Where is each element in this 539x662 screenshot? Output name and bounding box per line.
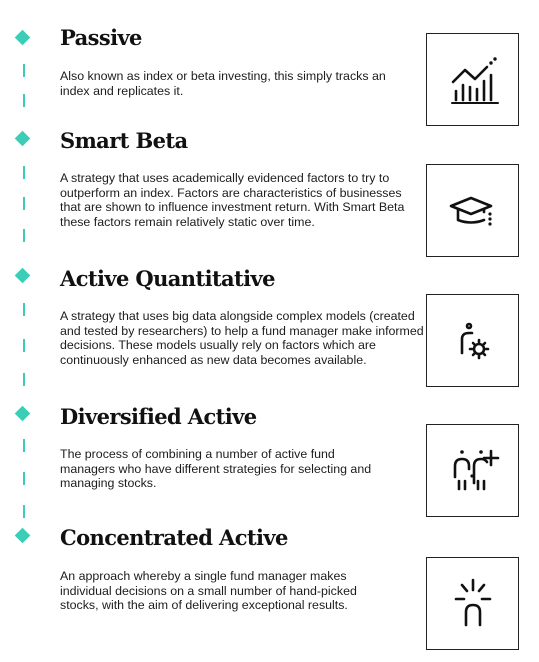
diamond-marker [15, 528, 31, 544]
timeline-dash [23, 94, 25, 107]
diamond-marker [15, 268, 31, 284]
chart-trend-icon [427, 34, 520, 127]
timeline-dash [23, 439, 25, 452]
diamond-marker [15, 131, 31, 147]
section-title: Smart Beta [60, 128, 188, 153]
group-plus-icon [427, 425, 520, 518]
section-title: Concentrated Active [60, 525, 288, 550]
section-description: Also known as index or beta investing, this simply tracks an index and replicates it. [60, 69, 386, 98]
person-idea-icon [427, 558, 520, 651]
section-description: The process of combining a number of active fund managers who have different strategies for selecting and managing stocks. [60, 447, 372, 491]
timeline-dash [23, 339, 25, 352]
diamond-marker [15, 30, 31, 46]
person-gear-icon [427, 295, 520, 388]
diamond-marker [15, 406, 31, 422]
timeline-dash [23, 64, 25, 77]
icon-box [426, 33, 519, 126]
icon-box [426, 557, 519, 650]
timeline-dash [23, 472, 25, 485]
timeline-dash [23, 229, 25, 242]
timeline-dash [23, 197, 25, 210]
section-description: A strategy that uses academically evidenced factors to try to outperform an index. Factors are characteristics of businesses that are shown to influence investment return. With Smart Beta these factors remain relatively static over time. [60, 171, 405, 229]
graduation-cap-icon [427, 165, 520, 258]
section-title: Active Quantitative [60, 266, 275, 291]
timeline-dash [23, 505, 25, 518]
timeline-dash [23, 166, 25, 179]
section-title: Passive [60, 25, 142, 50]
section-description: A strategy that uses big data alongside complex models (created and tested by researchers) to help a fund manager make informed decisions. These models usually rely on factors which are continuously enhanced as new data becomes available. [60, 309, 424, 367]
section-description: An approach whereby a single fund manager makes individual decisions on a small number of hand-picked stocks, with the aim of delivering exceptional results. [60, 569, 357, 613]
icon-box [426, 424, 519, 517]
icon-box [426, 164, 519, 257]
section-title: Diversified Active [60, 404, 257, 429]
timeline-dash [23, 303, 25, 316]
timeline-dash [23, 373, 25, 386]
icon-box [426, 294, 519, 387]
